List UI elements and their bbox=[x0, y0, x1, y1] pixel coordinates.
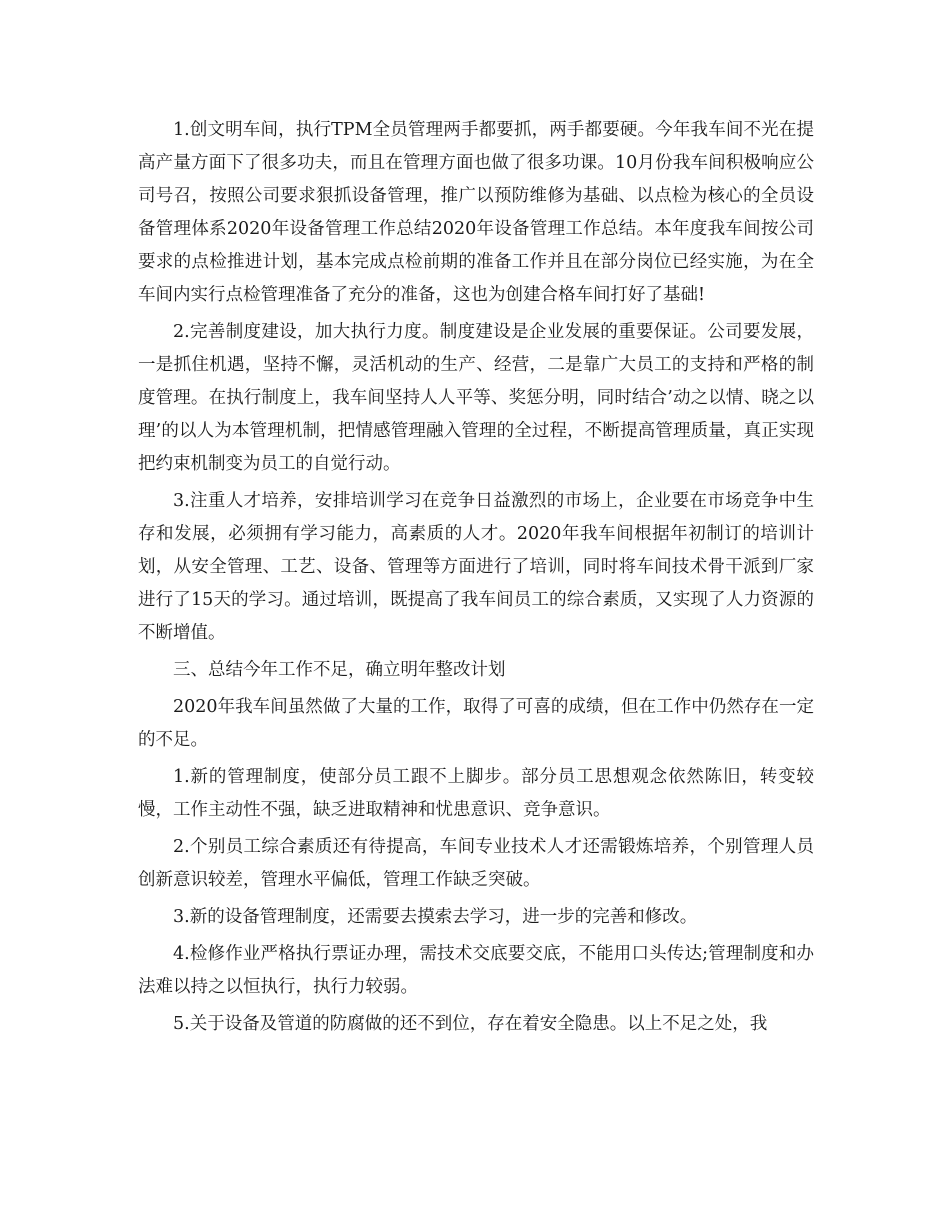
document-body bbox=[138, 114, 814, 1045]
paragraph: 5.关于设备及管道的防腐做的还不到位，存在着安全隐患。以上不足之处，我 bbox=[173, 1014, 768, 1034]
paragraph: 1.新的管理制度，使部分员工跟不上脚步。部分员工思想观念依然陈旧，转变较慢，工作主动性不强，缺乏进取精神和忧患意识、竞争意识。 bbox=[138, 767, 814, 820]
paragraph: 3.注重人才培养，安排培训学习在竞争日益激烈的市场上，企业要在市场竞争中生存和发展，必须拥有学习能力，高素质的人才。2020年我车间根据年初制订的培训计划，从安全管理、工艺、设备、管理等方面进行了培训，同时将车间技术骨干派到厂家进行了15天的学习。通过培训，既提高了我车间员工的综合素质，又实现了人力资源的不断增值。 bbox=[138, 491, 814, 643]
paragraph: 2.完善制度建设，加大执行力度。制度建设是企业发展的重要保证。公司要发展，一是抓住机遇，坚持不懈，灵活机动的生产、经营，二是靠广大员工的支持和严格的制度管理。在执行制度上，我车间坚持人人平等、奖惩分明，同时结合’动之以情、晓之以理’的以人为本管理机制，把情感管理融入管理的全过程，不断提高管理质量，真正实现把约束机制变为员工的自觉行动。 bbox=[138, 322, 814, 474]
paragraph: 2.个别员工综合素质还有待提高，车间专业技术人才还需锻炼培养，个别管理人员创新意识较差，管理水平偏低，管理工作缺乏突破。 bbox=[138, 837, 814, 890]
paragraph: 4.检修作业严格执行票证办理，需技术交底要交底，不能用口头传达;管理制度和办法难以持之以恒执行，执行力较弱。 bbox=[138, 944, 814, 997]
paragraph: 3.新的设备管理制度，还需要去摸索去学习，进一步的完善和修改。 bbox=[173, 907, 698, 927]
paragraph: 1.创文明车间，执行TPM全员管理两手都要抓，两手都要硬。今年我车间不光在提高产量方面下了很多功夫，而且在管理方面也做了很多功课。10月份我车间积极响应公司号召，按照公司要求狠抓设备管理，推广以预防维修为基础、以点检为核心的全员设备管理体系2020年设备管理工作总结2020年设备管理工作总结。本年度我车间按公司要求的点检推进计划，基本完成点检前期的准备工作并且在部分岗位已经实施，为在全车间内实行点检管理准备了充分的准备，这也为创建合格车间打好了基础! bbox=[138, 120, 814, 305]
paragraph: 2020年我车间虽然做了大量的工作，取得了可喜的成绩，但在工作中仍然存在一定的不足。 bbox=[138, 697, 814, 750]
section-heading: 三、总结今年工作不足，确立明年整改计划 bbox=[173, 660, 506, 680]
